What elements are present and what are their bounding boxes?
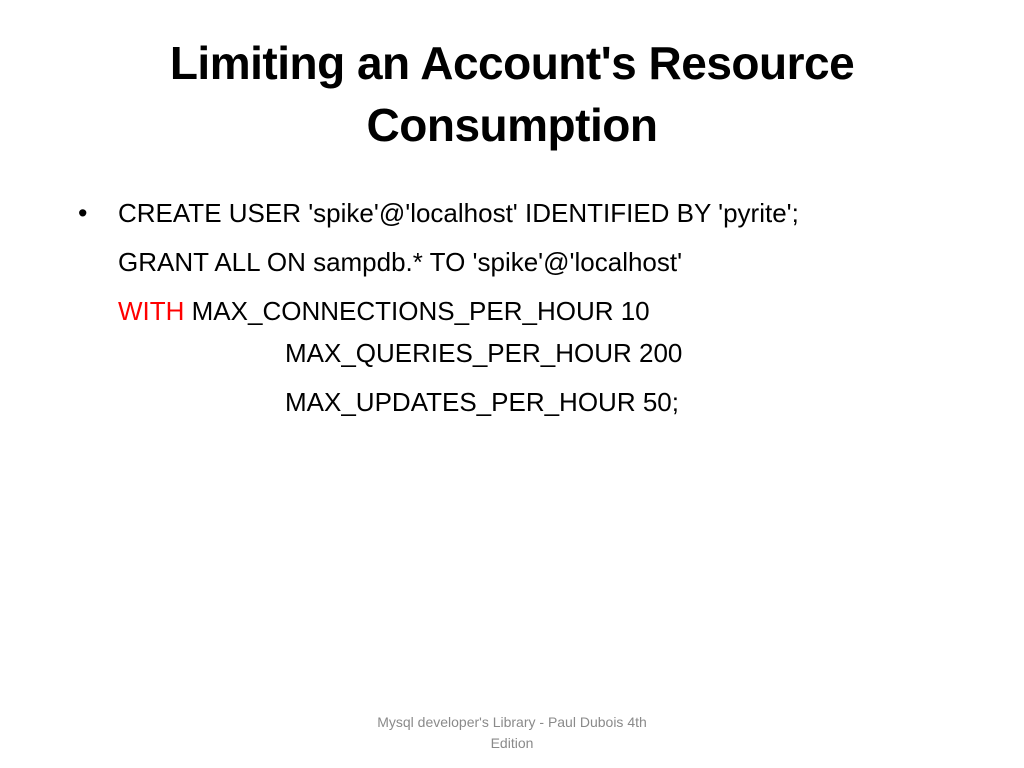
with-max-connections-line bbox=[118, 291, 650, 331]
create-user-line: CREATE USER 'spike'@'localhost' IDENTIFIED BY 'pyrite'; bbox=[118, 198, 799, 228]
footer-line-1: Mysql developer's Library - Paul Dubois 4th bbox=[377, 714, 647, 730]
slide-footer bbox=[352, 712, 672, 754]
bullet-icon: • bbox=[78, 198, 88, 228]
max-connections-text: MAX_CONNECTIONS_PER_HOUR 10 bbox=[184, 296, 650, 326]
grant-line: GRANT ALL ON sampdb.* TO 'spike'@'localhost' bbox=[118, 247, 683, 277]
max-queries-line: MAX_QUERIES_PER_HOUR 200 bbox=[285, 338, 683, 368]
with-keyword: WITH bbox=[118, 296, 185, 326]
slide-title-line-2: Consumption bbox=[366, 99, 658, 151]
footer-line-2: Edition bbox=[490, 735, 534, 751]
max-updates-line: MAX_UPDATES_PER_HOUR 50; bbox=[285, 387, 679, 417]
slide-title-line-1: Limiting an Account's Resource bbox=[169, 37, 855, 89]
